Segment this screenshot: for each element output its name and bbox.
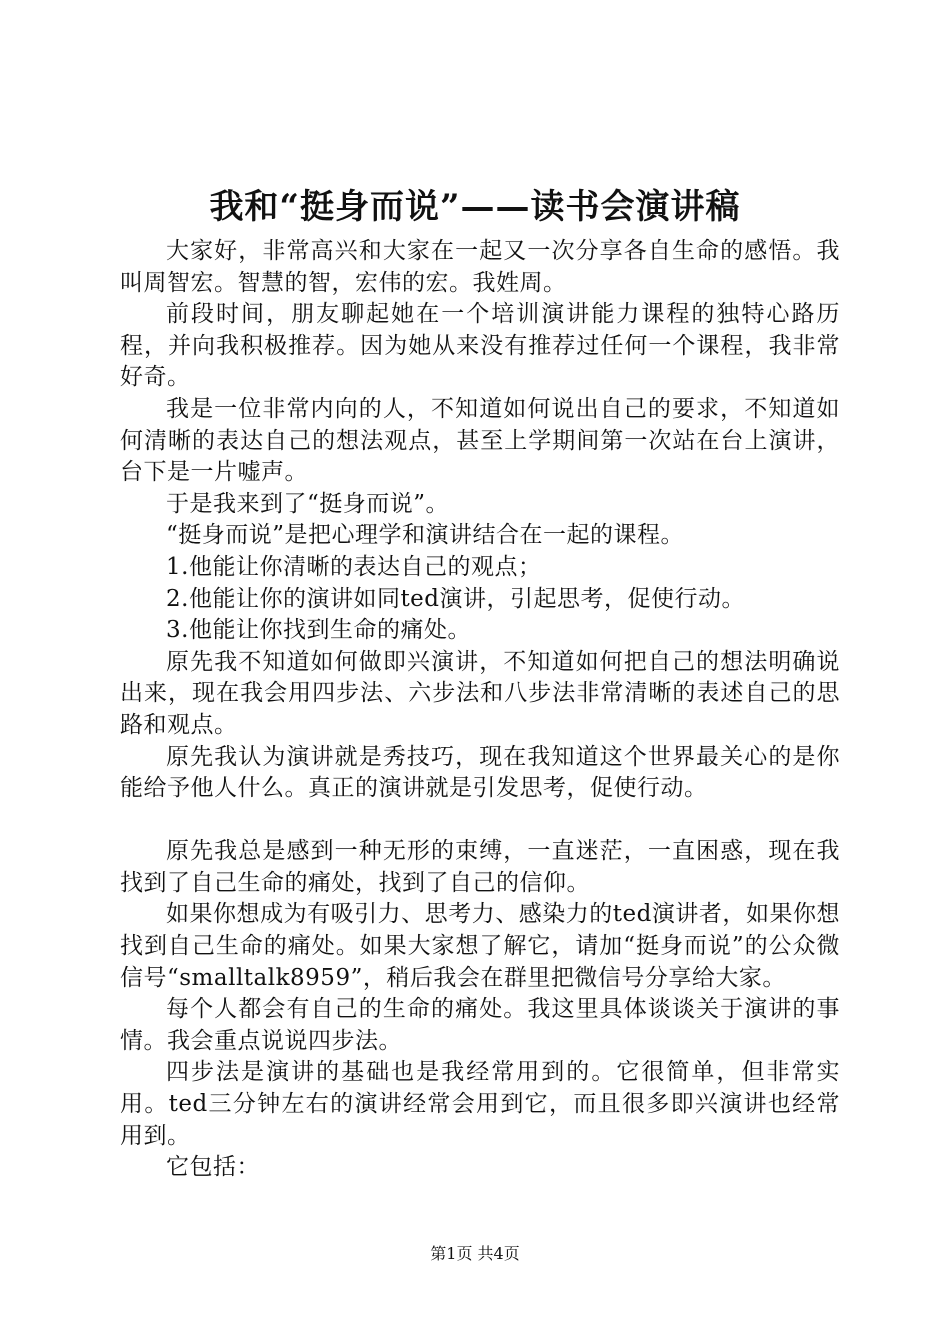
- document-body: [120, 236, 840, 1184]
- paragraph-introvert: 我是一位非常内向的人，不知道如何说出自己的要求，不知道如何清晰的表达自己的想法观点，甚至上学期间第一次站在台上演讲，台下是一片嘘声。: [120, 395, 840, 486]
- list-item-3: 3.他能让你找到生命的痛处。: [166, 617, 471, 644]
- paragraph-impromptu: 原先我不知道如何做即兴演讲，不知道如何把自己的想法明确说出来，现在我会用四步法、六步法和八步法非常清晰的表述自己的思路和观点。: [120, 648, 840, 738]
- paragraph-constraint: 原先我总是感到一种无形的束缚，一直迷茫，一直困惑，现在我找到了自己生命的痛处，找到了自己的信仰。: [120, 838, 840, 896]
- blank-line: [120, 805, 840, 837]
- paragraph-pain-point: 每个人都会有自己的生命的痛处。我这里具体谈谈关于演讲的事情。我会重点说说四步法。: [120, 996, 840, 1054]
- paragraph-greeting: 大家好，非常高兴和大家在一起又一次分享各自生命的感悟。我叫周智宏。智慧的智，宏伟的宏。我姓周。: [120, 238, 840, 296]
- list-item-1: 1.他能让你清晰的表达自己的观点；: [166, 553, 542, 580]
- paragraph-invitation: 如果你想成为有吸引力、思考力、感染力的ted演讲者，如果你想找到自己生命的痛处。如果大家想了解它，请加“挺身而说”的公众微信号“smalltalk8959”，稍后我会在群里把微信号分享给大家。: [120, 901, 840, 991]
- page-footer: 第1页 共4页: [430, 1244, 520, 1263]
- paragraph-skills: 原先我认为演讲就是秀技巧，现在我知道这个世界最关心的是你能给予他人什么。真正的演讲就是引发思考，促使行动。: [120, 743, 840, 802]
- paragraph-four-step: 四步法是演讲的基础也是我经常用到的。它很简单，但非常实用。ted三分钟左右的演讲经常会用到它，而且很多即兴演讲也经常用到。: [120, 1059, 840, 1149]
- paragraph-course-definition: “挺身而说”是把心理学和演讲结合在一起的课程。: [166, 522, 685, 549]
- paragraph-came-to-course: 于是我来到了“挺身而说”。: [166, 490, 450, 517]
- paragraph-friend-recommendation: 前段时间，朋友聊起她在一个培训演讲能力课程的独特心路历程，并向我积极推荐。因为她从来没有推荐过任何一个课程，我非常好奇。: [120, 301, 840, 391]
- list-item-2: 2.他能让你的演讲如同ted演讲，引起思考，促使行动。: [166, 585, 746, 612]
- document-title: 我和“挺身而说”——读书会演讲稿: [209, 187, 741, 227]
- paragraph-includes: 它包括：: [166, 1154, 260, 1181]
